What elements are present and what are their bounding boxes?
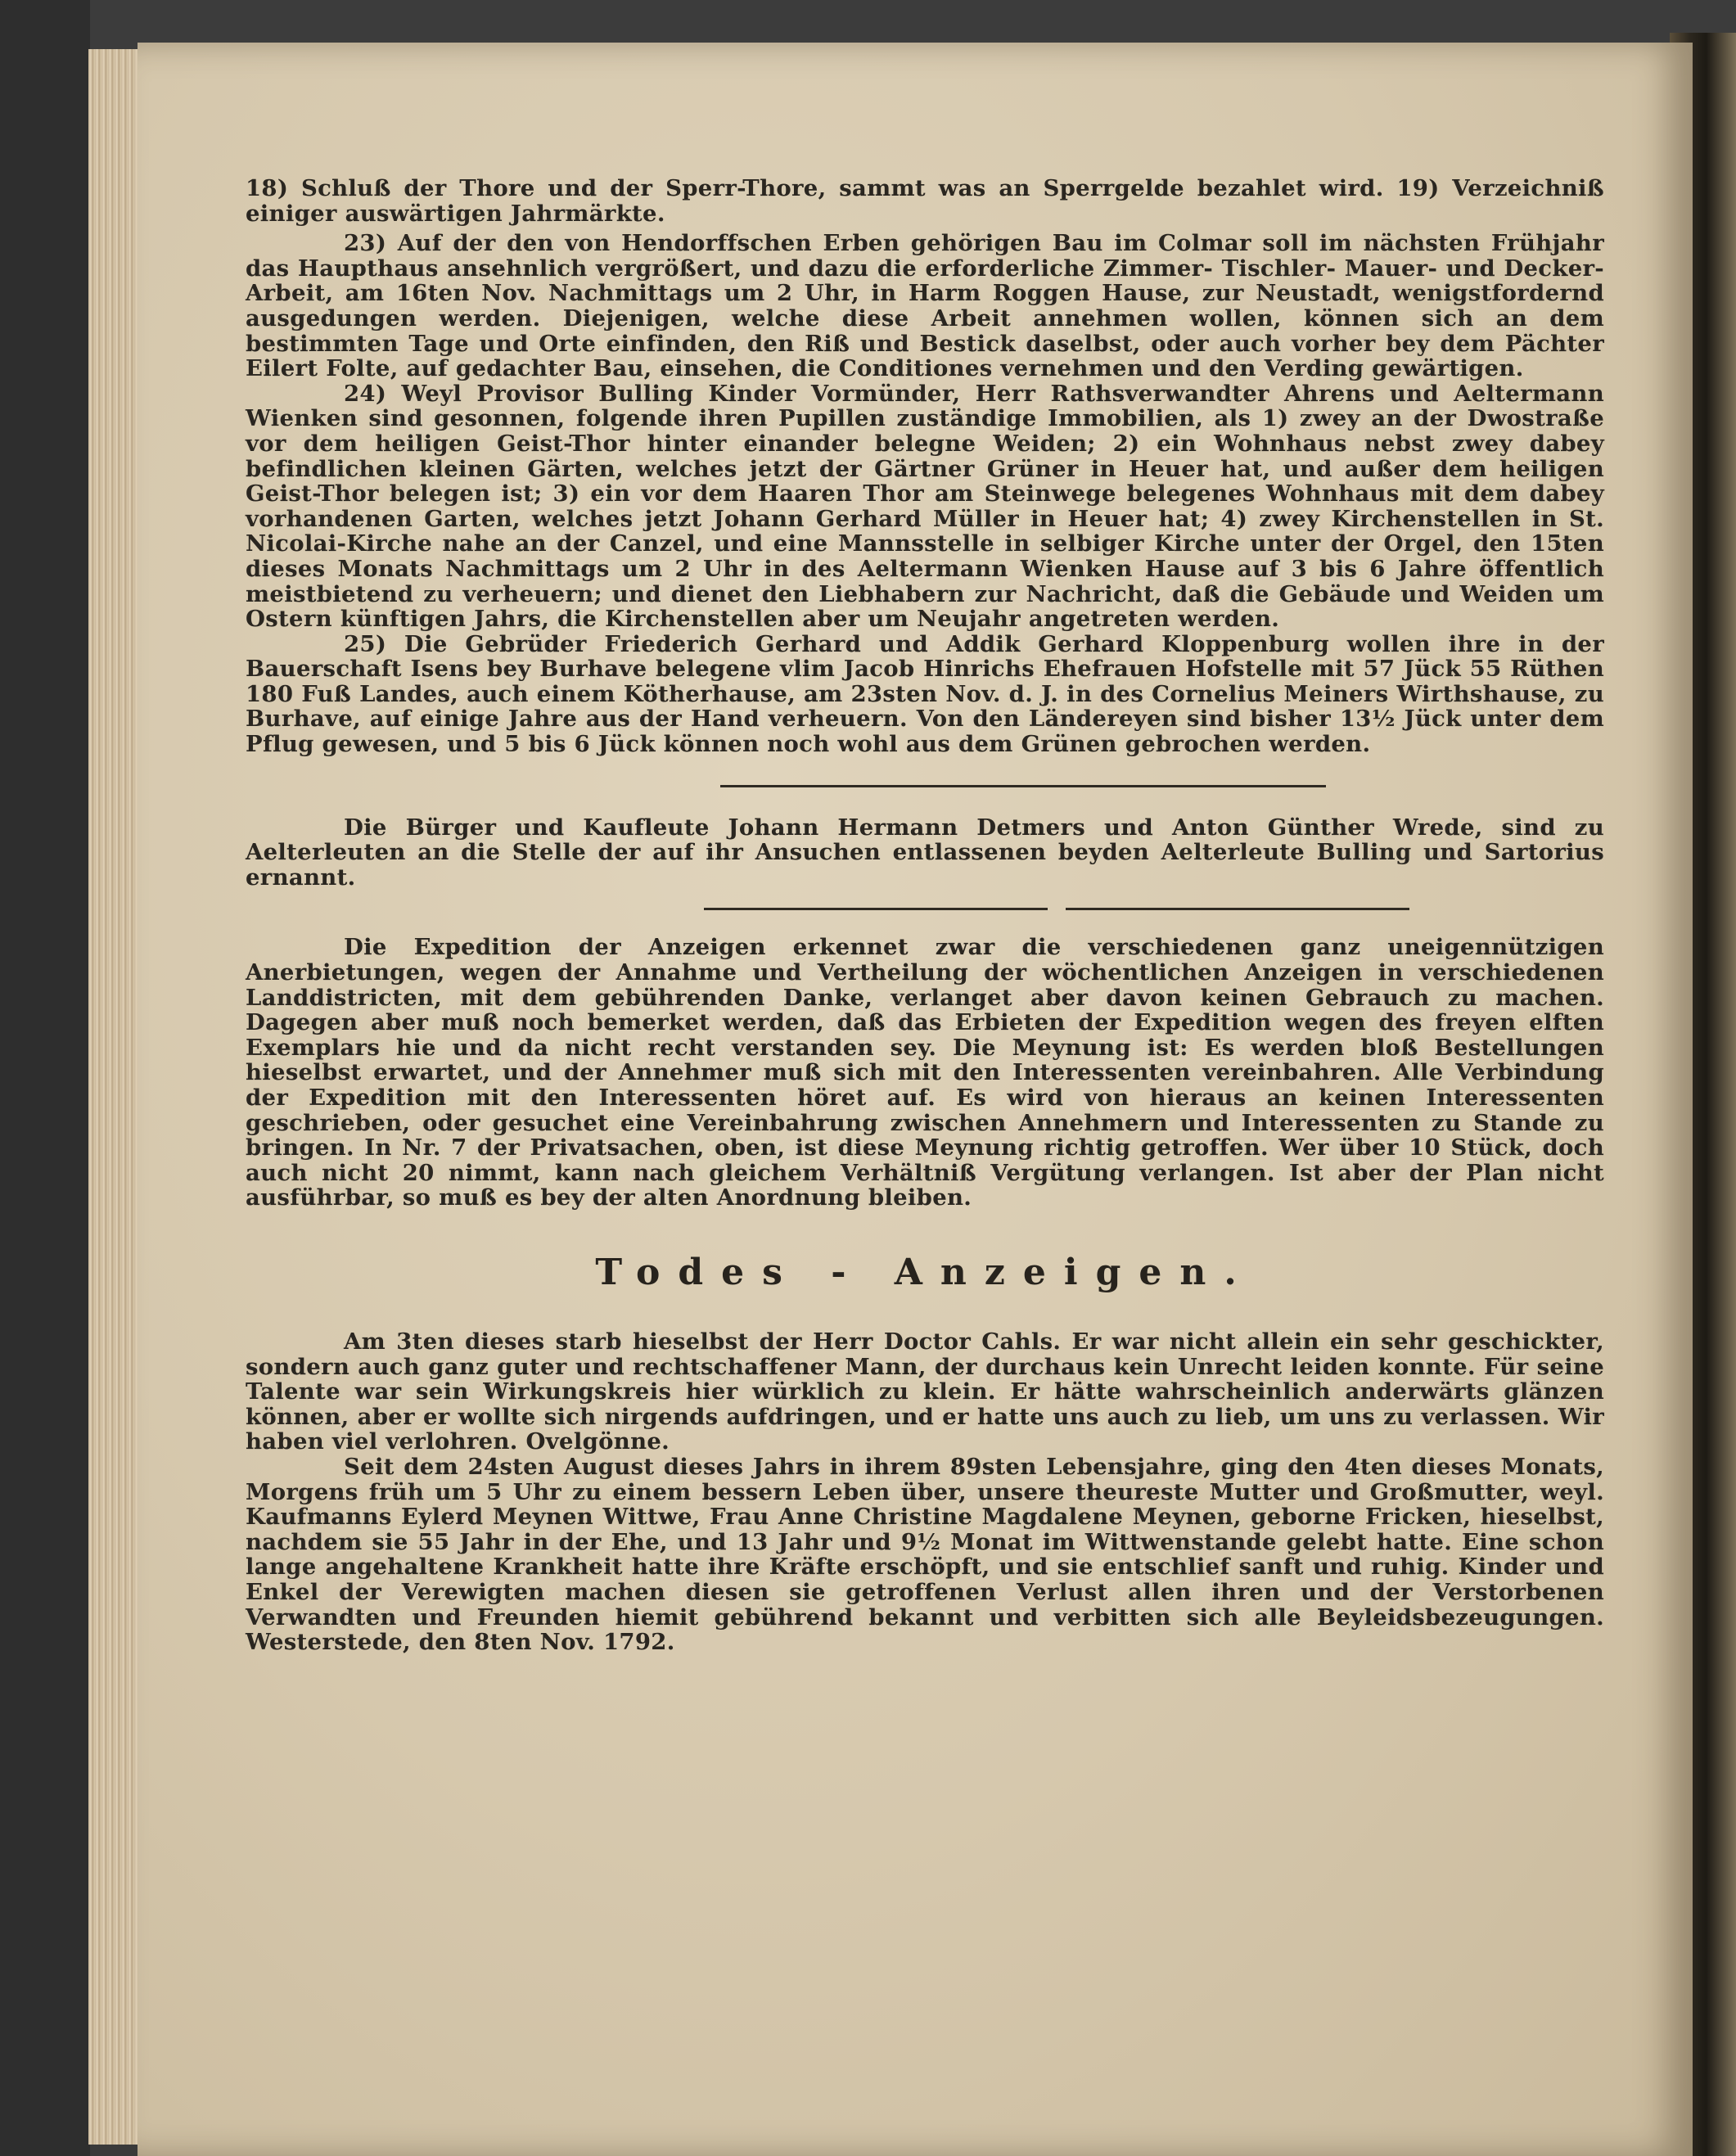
section-divider: [720, 785, 1326, 787]
scanner-backdrop-left: [0, 0, 90, 2156]
notice-expedition: Die Expedition der Anzeigen erkennet zwar die verschiedenen ganz uneigennützigen Anerbietungen, wegen der Annahme und Vertheilung der wöchentlichen Anzeigen in verschiedenen Landdistricten, mit dem gebührenden Danke, verlanget aber davon keinen Gebrauch zu machen. Dagegen aber muß noch bemerket werden, daß das Erbieten der Expedition wegen des freyen elften Exemplars hie und da nicht recht verstanden sey. Die Meynung ist: Es werden bloß Bestellungen hieselbst erwartet, und der Annehmer muß sich mit den Interessenten vereinbahren. Alle Verbindung der Expedition mit den Interessenten höret auf. Es wird von hieraus an keinen Interessenten geschrieben, oder gesuchet eine Vereinbahrung zwischen Annehmern und Interessenten zu Stande zu bringen. In Nr. 7 der Privatsachen, oben, ist diese Meynung richtig getroffen. Wer über 10 Stück, doch auch nicht 20 nimmt, kann nach gleichem Verhältniß Vergütung verlangen. Ist aber der Plan nicht ausführbar, so muß es bey der alten Anordnung bleiben.: [246, 934, 1604, 1211]
notice-23: 23) Auf der den von Hendorffschen Erben gehörigen Bau im Colmar soll im nächsten Frühjahr das Haupthaus ansehnlich vergrößert, und dazu die erforderliche Zimmer- Tischler- Mauer- und Decker-Arbeit, am 16ten Nov. Nachmittags um 2 Uhr, in Harm Roggen Hause, zur Neustadt, wenigstfordernd ausgedungen werden. Diejenigen, welche diese Arbeit annehmen wollen, können sich an dem bestimmten Tage und Orte einfinden, den Riß und Bestick daselbst, oder auch vorher bey dem Pächter Eilert Folte, auf gedachter Bau, einsehen, die Conditiones vernehmen und den Verding gewärtigen.: [246, 230, 1604, 382]
notice-24: 24) Weyl Provisor Bulling Kinder Vormünder, Herr Rathsverwandter Ahrens und Aeltermann Wienken sind gesonnen, folgende ihren Pupillen zuständige Immobilien, als 1) zwey an der Dwostraße vor dem heiligen Geist-Thor hinter einander belegne Weiden; 2) ein Wohnhaus nebst zwey dabey befindlichen kleinen Gärten, welches jetzt der Gärtner Grüner in Heuer hat, und außer dem heiligen Geist-Thor belegen ist; 3) ein vor dem Haaren Thor am Steinwege belegenes Wohnhaus mit dem dabey vorhandenen Garten, welches jetzt Johann Gerhard Müller in Heuer hat; 4) zwey Kirchenstellen in St. Nicolai-Kirche nahe an der Canzel, und eine Mannsstelle in selbiger Kirche unter der Orgel, den 15ten dieses Monats Nachmittags um 2 Uhr in des Aeltermann Wienken Hause auf 3 bis 6 Jahre öffentlich meistbietend zu verheuern; und dienet den Liebhabern zur Nachricht, daß die Gebäude und Weiden um Ostern künftigen Jahrs, die Kirchenstellen aber um Neujahr angetreten werden.: [246, 380, 1604, 633]
notice-25: 25) Die Gebrüder Friederich Gerhard und Addik Gerhard Kloppenburg wollen ihre in der Bauerschaft Isens bey Burhave belegene vlim Jacob Hinrichs Ehefrauen Hofstelle mit 57 Jück 55 Rüthen 180 Fuß Landes, auch einem Kötherhause, am 23sten Nov. d. J. in des Cornelius Meiners Wirthshause, zu Burhave, auf einige Jahre aus der Hand verheuern. Von den Ländereyen sind bisher 13½ Jück unter dem Pflug gewesen, und 5 bis 6 Jück können noch wohl aus dem Grünen gebrochen werden.: [246, 630, 1604, 758]
scanner-backdrop-top: [0, 0, 1736, 49]
death-notices-heading: Todes - Anzeigen.: [595, 1251, 1255, 1293]
divider-left: [704, 908, 1048, 910]
page-content: [246, 176, 1604, 1655]
double-divider: [704, 908, 1604, 910]
death-notice-cahls: Am 3ten dieses starb hieselbst der Herr Doctor Cahls. Er war nicht allein ein sehr geschickter, sondern auch ganz guter und rechtschaffener Mann, der durchaus kein Unrecht leiden konnte. Für seine Talente war sein Wirkungskreis hier würklich zu klein. Er hätte wahrscheinlich anderwärts glänzen können, aber er wollte sich nirgends aufdringen, und er hatte uns auch zu lieb, um uns zu verlassen. Wir haben viel verlohren. Ovelgönne.: [246, 1328, 1604, 1455]
notice-18-19: 18) Schluß der Thore und der Sperr-Thore, sammt was an Sperrgelde bezahlet wird. 19) Verzeichniß einiger auswärtigen Jahrmärkte.: [246, 175, 1604, 227]
notice-elders: Die Bürger und Kaufleute Johann Hermann Detmers und Anton Günther Wrede, sind zu Aelterleuten an die Stelle der auf ihr Ansuchen entlassenen beyden Aelterleute Bulling und Sartorius ernannt.: [246, 814, 1604, 891]
page-edges: [88, 49, 138, 2145]
divider-right: [1066, 908, 1409, 910]
death-notice-meynen: Seit dem 24sten August dieses Jahrs in ihrem 89sten Lebensjahre, ging den 4ten dieses Monats, Morgens früh um 5 Uhr zu einem bessern Leben über, unsere theureste Mutter und Großmutter, weyl. Kaufmanns Eylerd Meynen Wittwe, Frau Anne Christine Magdalene Meynen, geborne Fricken, hieselbst, nachdem sie 55 Jahr in der Ehe, und 13 Jahr und 9½ Monat im Wittwenstande gelebt hatte. Eine schon lange angehaltene Krankheit hatte ihre Kräfte erschöpft, und sie entschlief sanft und ruhig. Kinder und Enkel der Verewigten machen diesen sie getroffenen Verlust allen ihren und der Verstorbenen Verwandten und Freunden hiemit gebührend bekannt und verbitten sich alle Beyleidsbezeugungen. Westerstede, den 8ten Nov. 1792.: [246, 1453, 1604, 1656]
